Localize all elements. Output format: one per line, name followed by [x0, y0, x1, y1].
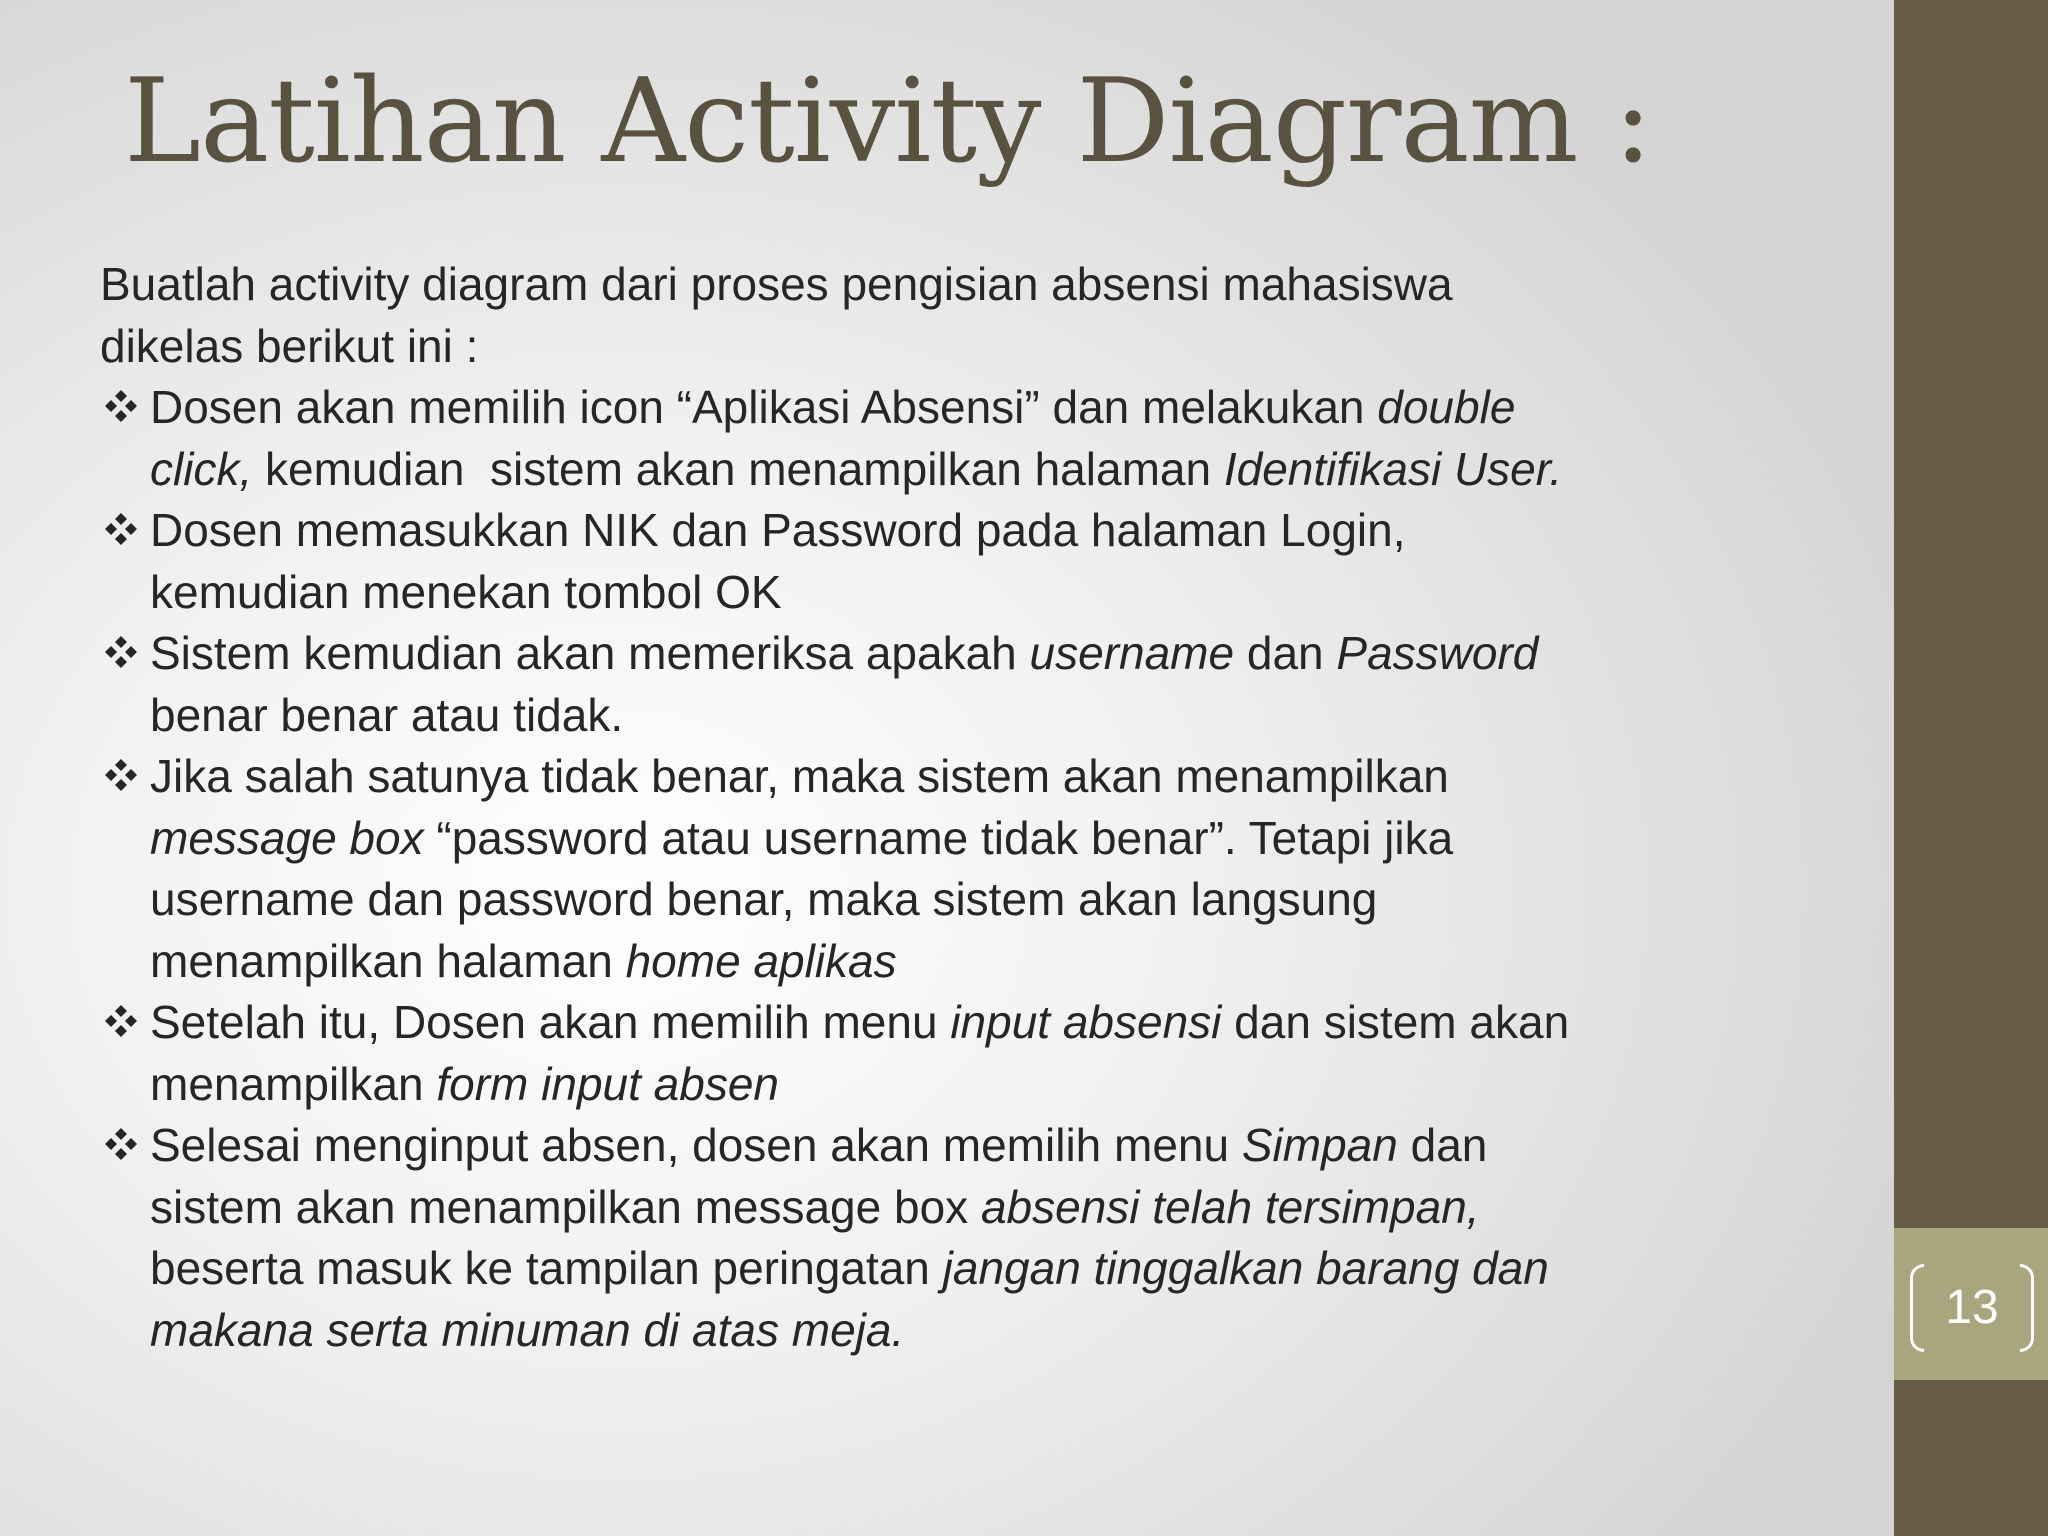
- right-bracket-icon: [2020, 1264, 2034, 1352]
- bullet-line: [150, 992, 1860, 1054]
- bullet-line: [150, 869, 1860, 931]
- bullet-line: [150, 931, 1860, 993]
- bullet-line: [150, 377, 1860, 439]
- left-bracket-icon: [1910, 1264, 1924, 1352]
- bullet-line: [150, 1177, 1860, 1239]
- italic-text: absensi telah tersimpan,: [980, 1180, 1480, 1233]
- bullet-item: [100, 746, 1860, 992]
- italic-text: message box: [150, 811, 424, 864]
- italic-text: Simpan: [1241, 1119, 1398, 1171]
- four-diamond-bullet-icon: [104, 377, 142, 438]
- text-segment: Selesai menginput absen, dosen akan memilih menu: [150, 1119, 1242, 1171]
- text-segment: dan sistem akan: [1221, 996, 1570, 1048]
- bullet-line: [150, 1054, 1860, 1116]
- italic-text: input absensi: [950, 996, 1222, 1048]
- text-segment: Setelah itu, Dosen akan memilih menu: [150, 996, 951, 1048]
- intro-line: Buatlah activity diagram dari proses pengisian absensi mahasiswa: [100, 258, 1453, 310]
- bullet-item: [100, 500, 1860, 623]
- italic-text: Password: [1336, 627, 1539, 679]
- four-diamond-bullet-icon: [104, 746, 142, 807]
- four-diamond-bullet-icon: [104, 500, 142, 561]
- bullet-item: [100, 992, 1860, 1115]
- four-diamond-bullet-icon: [104, 623, 142, 684]
- italic-text: form input absen: [436, 1057, 780, 1110]
- text-segment: “password atau username tidak benar”. Tetapi jika: [423, 811, 1454, 864]
- italic-text: Identifikasi User.: [1223, 442, 1563, 495]
- text-segment: benar benar atau tidak.: [150, 688, 624, 741]
- bullet-line: [150, 562, 1860, 624]
- text-segment: Dosen memasukkan NIK dan Password pada halaman Login,: [150, 504, 1406, 556]
- italic-text: jangan tinggalkan barang dan: [942, 1242, 1549, 1294]
- bullet-line: [150, 439, 1860, 501]
- four-diamond-bullet-icon: [104, 992, 142, 1053]
- intro-line: dikelas berikut ini :: [100, 319, 479, 372]
- italic-text: makana serta minuman di atas meja.: [150, 1303, 905, 1356]
- text-segment: dan: [1234, 627, 1337, 679]
- italic-text: home aplikas: [625, 934, 897, 987]
- italic-text: click,: [150, 442, 253, 495]
- text-segment: Dosen akan memilih icon “Aplikasi Absensi” dan melakukan: [150, 381, 1378, 433]
- bullet-line: [150, 746, 1860, 808]
- text-segment: kemudian sistem akan menampilkan halaman: [252, 442, 1224, 495]
- bullet-line: [150, 808, 1860, 870]
- text-segment: menampilkan: [150, 1057, 437, 1110]
- bullet-line: [150, 685, 1860, 747]
- text-segment: menampilkan halaman: [150, 934, 626, 987]
- text-segment: username dan password benar, maka sistem akan langsung: [150, 873, 1378, 925]
- text-segment: sistem akan menampilkan message box: [150, 1180, 981, 1233]
- text-segment: beserta masuk ke tampilan peringatan: [150, 1242, 943, 1294]
- intro-paragraph: [100, 254, 1860, 377]
- bullet-item: [100, 623, 1860, 746]
- bullet-line: [150, 1300, 1860, 1362]
- italic-text: double: [1377, 381, 1516, 433]
- four-diamond-bullet-icon: [104, 1115, 142, 1176]
- slide-title: Latihan Activity Diagram :: [124, 54, 1652, 189]
- bullet-item: [100, 1115, 1860, 1361]
- bullet-line: [150, 623, 1860, 685]
- page-number: 13: [1945, 1281, 1999, 1334]
- bullet-list: [100, 377, 1860, 1361]
- text-segment: kemudian menekan tombol OK: [150, 565, 782, 618]
- text-segment: dan: [1397, 1119, 1488, 1171]
- bullet-line: [150, 1238, 1860, 1300]
- text-segment: Jika salah satunya tidak benar, maka sistem akan menampilkan: [150, 750, 1449, 802]
- bullet-line: [150, 1115, 1860, 1177]
- slide-body: [100, 254, 1860, 1361]
- bullet-line: [150, 500, 1860, 562]
- text-segment: Sistem kemudian akan memeriksa apakah: [150, 627, 1030, 679]
- italic-text: username: [1029, 627, 1235, 679]
- bullet-item: [100, 377, 1860, 500]
